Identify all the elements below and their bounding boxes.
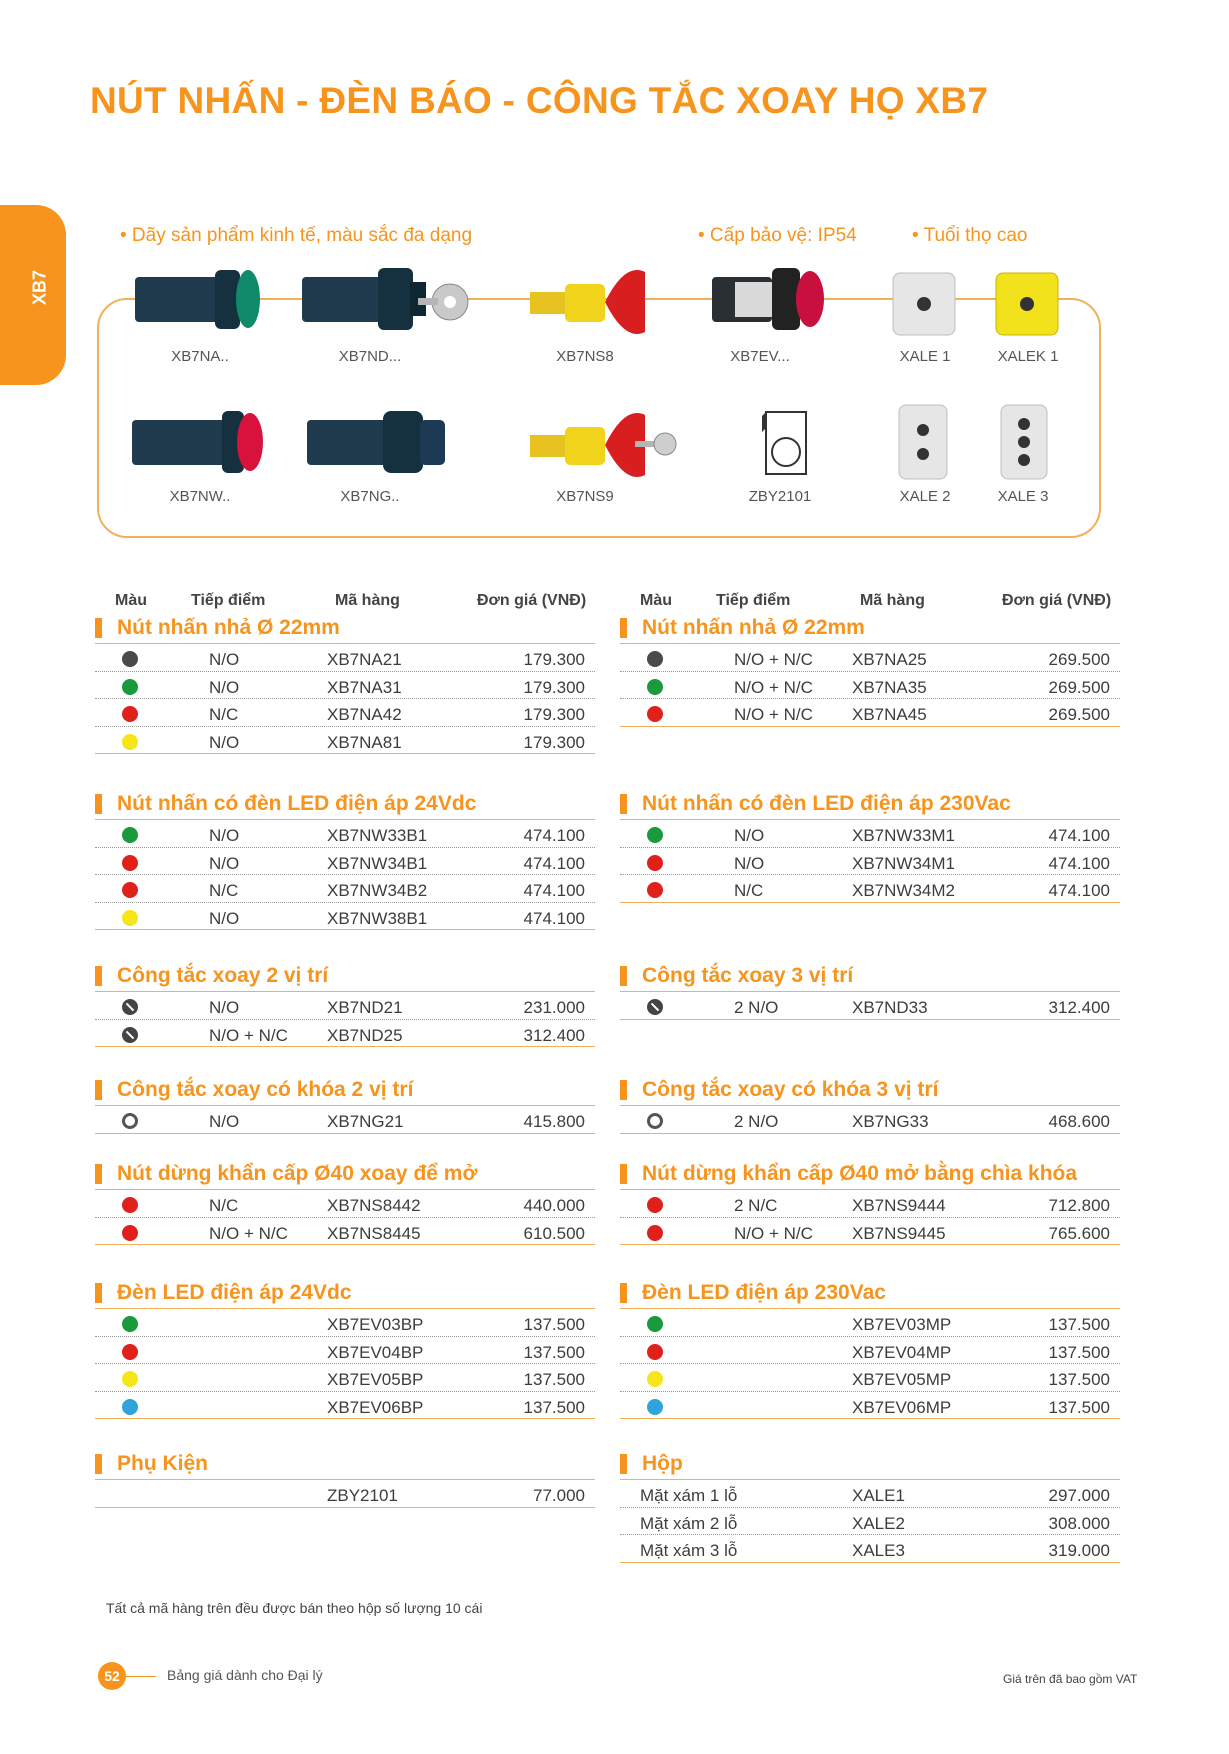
row-code: XB7NW34M2 <box>852 881 955 900</box>
section-marker <box>95 618 102 638</box>
section-title-text: Nút nhấn có đèn LED điện áp 230Vac <box>642 792 1011 815</box>
price-section <box>620 1076 1120 1134</box>
feature-2: • Cấp bảo vệ: IP54 <box>698 225 857 246</box>
row-price: 179.300 <box>523 705 585 724</box>
row-contact: N/O <box>209 1112 240 1131</box>
row-code: XB7ND21 <box>327 998 403 1017</box>
side-tab <box>0 205 66 385</box>
row-contact: N/O <box>209 677 240 697</box>
section-marker <box>95 1164 102 1184</box>
table-row <box>95 1106 595 1134</box>
row-price: 137.500 <box>1048 1370 1110 1389</box>
row-price: 474.100 <box>1048 826 1110 845</box>
section-title-text: Đèn LED điện áp 24Vdc <box>117 1281 352 1304</box>
row-price: 137.500 <box>1048 1397 1110 1417</box>
table-row <box>620 1190 1120 1218</box>
page-title: NÚT NHẤN - ĐÈN BÁO - CÔNG TẮC XOAY HỌ XB7 <box>90 80 989 121</box>
section-title <box>620 614 1120 644</box>
color-dot-icon <box>122 1371 138 1387</box>
section-marker <box>95 794 102 814</box>
color-dot-icon <box>647 882 663 898</box>
color-dot-icon <box>122 910 138 926</box>
row-price: 269.500 <box>1048 705 1110 724</box>
row-code: XB7NW33B1 <box>327 826 428 845</box>
row-contact: N/C <box>209 881 239 900</box>
section-marker <box>620 1454 627 1474</box>
product-label-3: XB7NS8 <box>556 348 614 365</box>
price-section <box>620 1450 1120 1563</box>
section-marker <box>620 1164 627 1184</box>
header-color: Màu <box>115 592 147 609</box>
table-row <box>95 1190 595 1218</box>
row-price: 440.000 <box>523 1196 585 1215</box>
product-label-11: XALE 2 <box>899 488 951 505</box>
table-row <box>620 1337 1120 1365</box>
section-marker <box>95 1283 102 1303</box>
product-label-2: XB7ND... <box>338 348 402 365</box>
row-contact: N/O + N/C <box>209 1025 288 1045</box>
row-price: 137.500 <box>523 1397 585 1417</box>
row-price: 269.500 <box>1048 650 1110 669</box>
price-section <box>95 1076 595 1134</box>
table-row <box>95 992 595 1020</box>
section-marker <box>95 1080 102 1100</box>
row-contact: N/O <box>209 998 240 1017</box>
header-price: Đơn giá (VNĐ) <box>1002 592 1112 609</box>
row-description: Mặt xám 1 lỗ <box>640 1486 738 1505</box>
color-dot-icon <box>647 706 663 722</box>
table-row <box>620 1508 1120 1536</box>
product-label-5: XALE 1 <box>899 348 951 365</box>
color-dot-icon <box>647 1225 663 1241</box>
table-row <box>620 672 1120 700</box>
color-dot-icon <box>122 706 138 722</box>
col-headers-right <box>620 592 1120 612</box>
color-dot-icon <box>647 1344 663 1360</box>
row-contact: N/O <box>734 853 765 873</box>
table-row <box>620 1106 1120 1134</box>
section-title-text: Công tắc xoay 2 vị trí <box>117 964 329 987</box>
key-selector-symbol-icon <box>122 1113 138 1129</box>
row-code: XB7NW34B2 <box>327 881 428 900</box>
row-description: Mặt xám 2 lỗ <box>640 1513 738 1533</box>
table-row <box>95 1392 595 1420</box>
footer-divider <box>126 1676 156 1677</box>
row-contact: N/O + N/C <box>209 1223 288 1243</box>
table-row <box>95 1218 595 1246</box>
section-title-text: Nút nhấn nhả Ø 22mm <box>117 616 340 639</box>
row-code: XB7NW38B1 <box>327 908 428 928</box>
feature-1: • Dãy sản phẩm kinh tế, màu sắc đa dạng <box>120 225 473 246</box>
row-contact: 2 N/O <box>734 998 779 1017</box>
product-label-8: XB7NG.. <box>340 488 400 505</box>
table-row <box>620 1309 1120 1337</box>
row-code: XALE3 <box>852 1541 905 1560</box>
section-title-text: Phụ Kiện <box>117 1452 209 1475</box>
row-price: 474.100 <box>523 881 585 900</box>
table-row <box>620 644 1120 672</box>
section-marker <box>620 618 627 638</box>
row-code: XALE1 <box>852 1486 905 1505</box>
col-headers-left <box>95 592 595 612</box>
row-price: 137.500 <box>1048 1315 1110 1334</box>
color-dot-icon <box>647 679 663 695</box>
row-contact: N/O <box>209 908 240 928</box>
section-marker <box>620 966 627 986</box>
row-contact: N/O + N/C <box>734 677 813 697</box>
color-dot-icon <box>122 882 138 898</box>
row-price: 319.000 <box>1048 1541 1110 1560</box>
row-code: XB7EV03MP <box>852 1315 952 1334</box>
price-section <box>95 790 595 930</box>
section-title-text: Nút nhấn có đèn LED điện áp 24Vdc <box>117 792 477 815</box>
product-label-4: XB7EV... <box>730 348 790 365</box>
section-title <box>95 790 595 820</box>
color-dot-icon <box>122 827 138 843</box>
section-title-text: Công tắc xoay có khóa 2 vị trí <box>117 1078 414 1101</box>
row-code: XB7NS8442 <box>327 1196 421 1215</box>
key-selector-symbol-icon <box>647 1113 663 1129</box>
product-label-12: XALE 3 <box>997 488 1049 505</box>
table-row <box>95 848 595 876</box>
row-price: 77.000 <box>533 1486 585 1505</box>
row-contact: 2 N/C <box>734 1196 778 1215</box>
row-contact: N/O <box>209 732 240 752</box>
table-row <box>95 1364 595 1392</box>
row-code: XB7NA35 <box>852 677 927 697</box>
color-dot-icon <box>122 1197 138 1213</box>
row-price: 474.100 <box>523 853 585 873</box>
color-dot-icon <box>122 679 138 695</box>
section-title <box>95 614 595 644</box>
row-code: XB7EV06MP <box>852 1397 952 1417</box>
section-marker <box>620 1080 627 1100</box>
row-contact: N/O + N/C <box>734 1223 813 1243</box>
row-price: 712.800 <box>1048 1196 1110 1215</box>
section-title-text: Nút nhấn nhả Ø 22mm <box>642 616 865 639</box>
row-price: 468.600 <box>1048 1112 1110 1131</box>
table-row <box>620 1218 1120 1246</box>
section-marker <box>95 966 102 986</box>
header-code: Mã hàng <box>335 592 400 609</box>
row-code: ZBY2101 <box>327 1486 398 1505</box>
header-code: Mã hàng <box>860 592 925 609</box>
color-dot-icon <box>122 1399 138 1415</box>
product-label-7: XB7NW.. <box>169 488 231 505</box>
color-dot-icon <box>122 1344 138 1360</box>
row-code: XB7NA42 <box>327 705 402 724</box>
side-tab-label: XB7 <box>29 270 50 306</box>
header-price: Đơn giá (VNĐ) <box>477 592 587 609</box>
table-row <box>620 875 1120 903</box>
row-code: XB7EV06BP <box>327 1397 424 1417</box>
section-title-text: Đèn LED điện áp 230Vac <box>642 1281 886 1304</box>
section-title <box>95 1160 595 1190</box>
selector-symbol-icon <box>122 1027 138 1043</box>
row-code: XB7NW34B1 <box>327 853 428 873</box>
row-price: 231.000 <box>523 998 585 1017</box>
row-contact: N/O + N/C <box>734 705 813 724</box>
row-price: 269.500 <box>1048 677 1110 697</box>
color-dot-icon <box>122 855 138 871</box>
row-price: 312.400 <box>523 1025 585 1045</box>
table-row <box>95 1480 595 1508</box>
row-code: XB7NW33M1 <box>852 826 955 845</box>
feature-3: • Tuổi thọ cao <box>912 225 1028 246</box>
price-section <box>95 1160 595 1245</box>
section-title-text: Nút dừng khẩn cấp Ø40 xoay để mở <box>117 1162 478 1185</box>
row-price: 179.300 <box>523 650 585 669</box>
section-title <box>95 962 595 992</box>
row-description: Mặt xám 3 lỗ <box>640 1541 738 1560</box>
table-row <box>620 1392 1120 1420</box>
row-contact: 2 N/O <box>734 1112 779 1131</box>
row-contact: N/O <box>209 650 240 669</box>
section-title <box>620 1160 1120 1190</box>
section-title <box>95 1450 595 1480</box>
table-row <box>620 992 1120 1020</box>
price-section <box>95 1450 595 1508</box>
table-row <box>95 727 595 755</box>
section-title-text: Công tắc xoay 3 vị trí <box>642 964 854 987</box>
row-code: XB7NA31 <box>327 677 402 697</box>
row-price: 474.100 <box>1048 881 1110 900</box>
row-price: 137.500 <box>523 1315 585 1334</box>
row-code: XB7ND33 <box>852 998 928 1017</box>
section-marker <box>620 1283 627 1303</box>
table-row <box>620 699 1120 727</box>
row-price: 474.100 <box>523 908 585 928</box>
header-contact: Tiếp điểm <box>716 592 791 609</box>
row-price: 308.000 <box>1048 1513 1110 1533</box>
table-row <box>95 903 595 931</box>
price-section <box>620 790 1120 903</box>
page-number: 52 <box>98 1662 126 1690</box>
section-marker <box>620 794 627 814</box>
row-code: XB7NG33 <box>852 1112 929 1131</box>
table-row <box>95 820 595 848</box>
header-color: Màu <box>640 592 672 609</box>
table-row <box>620 848 1120 876</box>
table-row <box>620 1480 1120 1508</box>
header-contact: Tiếp điểm <box>191 592 266 609</box>
color-dot-icon <box>122 1225 138 1241</box>
table-row <box>95 699 595 727</box>
row-price: 179.300 <box>523 732 585 752</box>
row-price: 137.500 <box>1048 1342 1110 1362</box>
section-title-text: Hộp <box>642 1452 683 1475</box>
product-label-1: XB7NA.. <box>171 348 229 365</box>
row-code: XB7NA21 <box>327 650 402 669</box>
row-contact: N/O <box>734 826 765 845</box>
row-code: XB7NS8445 <box>327 1223 421 1243</box>
row-contact: N/O <box>209 853 240 873</box>
row-code: XB7ND25 <box>327 1025 403 1045</box>
price-section <box>620 1279 1120 1419</box>
price-section <box>95 962 595 1047</box>
row-contact: N/C <box>209 1196 239 1215</box>
row-contact: N/C <box>209 705 239 724</box>
row-contact: N/O + N/C <box>734 650 813 669</box>
row-code: XB7EV04BP <box>327 1342 424 1362</box>
row-code: XB7EV05MP <box>852 1370 952 1389</box>
section-title <box>620 1076 1120 1106</box>
row-code: XB7NS9445 <box>852 1223 946 1243</box>
row-price: 137.500 <box>523 1370 585 1389</box>
section-title <box>620 1450 1120 1480</box>
row-contact: N/O <box>209 826 240 845</box>
color-dot-icon <box>647 651 663 667</box>
product-label-10: ZBY2101 <box>748 488 812 505</box>
row-price: 179.300 <box>523 677 585 697</box>
footer-left-text: Bảng giá dành cho Đại lý <box>167 1667 323 1683</box>
row-code: XB7EV05BP <box>327 1370 424 1389</box>
section-title <box>95 1279 595 1309</box>
row-code: XB7NA25 <box>852 650 927 669</box>
product-label-9: XB7NS9 <box>556 488 614 505</box>
row-price: 312.400 <box>1048 998 1110 1017</box>
product-label-6: XALEK 1 <box>997 348 1059 365</box>
row-price: 474.100 <box>1048 853 1110 873</box>
row-code: XB7NA45 <box>852 705 927 724</box>
table-row <box>95 644 595 672</box>
table-row <box>620 1535 1120 1563</box>
row-code: XB7EV03BP <box>327 1315 424 1334</box>
row-code: XALE2 <box>852 1513 905 1533</box>
row-price: 415.800 <box>523 1112 585 1131</box>
selector-symbol-icon <box>122 999 138 1015</box>
footer-right-text: Giá trên đã bao gồm VAT <box>1003 1672 1138 1686</box>
section-title-text: Nút dừng khẩn cấp Ø40 mở bằng chìa khóa <box>642 1162 1078 1185</box>
section-title <box>620 1279 1120 1309</box>
section-title <box>95 1076 595 1106</box>
table-row <box>95 1020 595 1048</box>
price-section <box>95 1279 595 1419</box>
section-title <box>620 790 1120 820</box>
table-row <box>95 672 595 700</box>
table-row <box>95 1337 595 1365</box>
row-price: 137.500 <box>523 1342 585 1362</box>
color-dot-icon <box>647 1371 663 1387</box>
section-title <box>620 962 1120 992</box>
section-marker <box>95 1454 102 1474</box>
row-price: 765.600 <box>1048 1223 1110 1243</box>
price-section <box>95 614 595 754</box>
row-code: XB7NW34M1 <box>852 853 955 873</box>
row-contact: N/C <box>734 881 764 900</box>
selector-symbol-icon <box>647 999 663 1015</box>
row-code: XB7EV04MP <box>852 1342 952 1362</box>
row-code: XB7NA81 <box>327 732 402 752</box>
row-price: 297.000 <box>1048 1486 1110 1505</box>
row-price: 474.100 <box>523 826 585 845</box>
price-section <box>620 962 1120 1020</box>
table-row <box>620 820 1120 848</box>
row-price: 610.500 <box>523 1223 585 1243</box>
table-row <box>95 1309 595 1337</box>
color-dot-icon <box>122 734 138 750</box>
row-code: XB7NG21 <box>327 1112 404 1131</box>
color-dot-icon <box>122 651 138 667</box>
color-dot-icon <box>647 1197 663 1213</box>
table-row <box>620 1364 1120 1392</box>
color-dot-icon <box>647 1316 663 1332</box>
color-dot-icon <box>122 1316 138 1332</box>
price-section <box>620 614 1120 727</box>
row-code: XB7NS9444 <box>852 1196 946 1215</box>
table-row <box>95 875 595 903</box>
section-title-text: Công tắc xoay có khóa 3 vị trí <box>642 1078 939 1101</box>
footnote: Tất cả mã hàng trên đều được bán theo hộp số lượng 10 cái <box>106 1600 483 1616</box>
price-section <box>620 1160 1120 1245</box>
color-dot-icon <box>647 855 663 871</box>
color-dot-icon <box>647 1399 663 1415</box>
color-dot-icon <box>647 827 663 843</box>
